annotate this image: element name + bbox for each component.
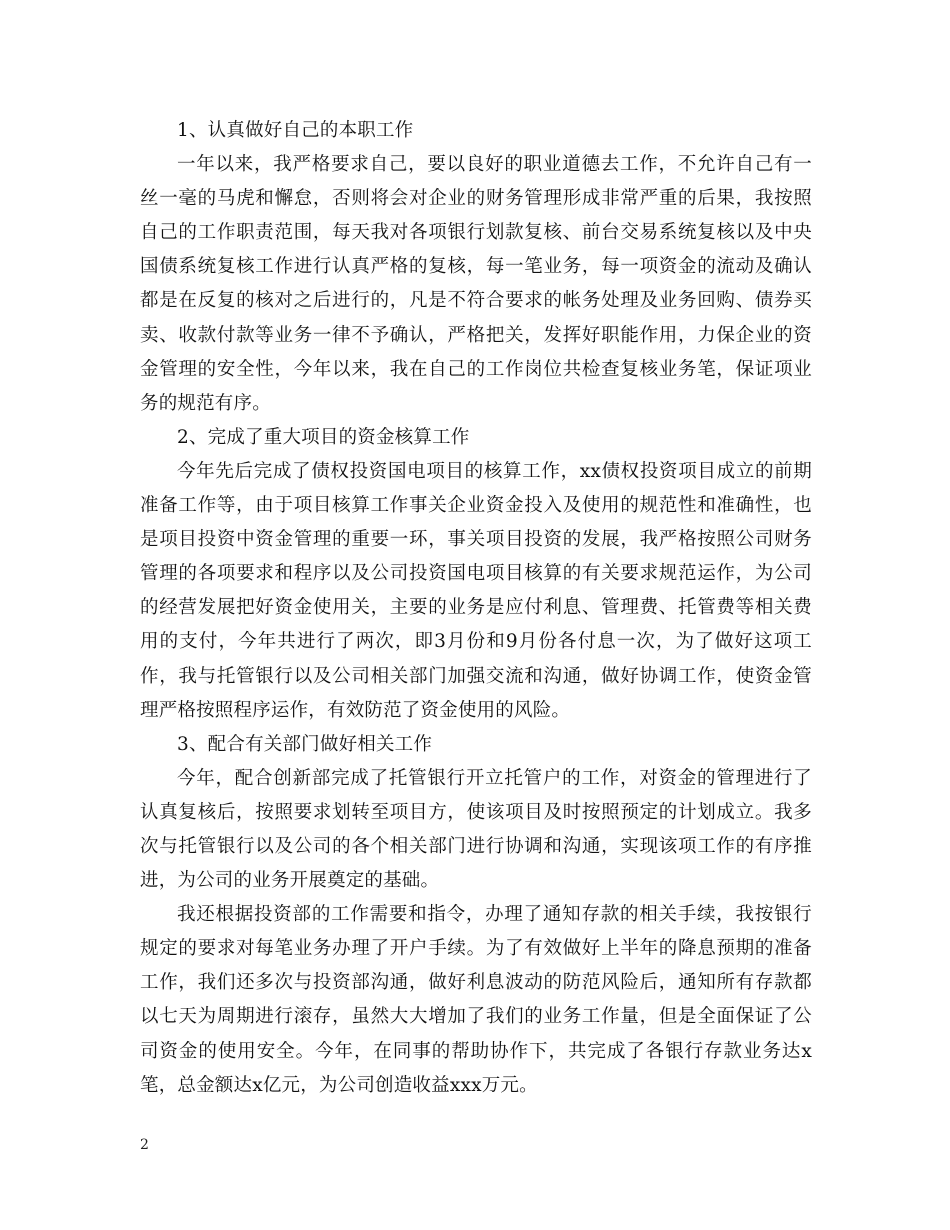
paragraph-3: 今年，配合创新部完成了托管银行开立托管户的工作，对资金的管理进行了认真复核后，按照要求划转至项目方，使该项目及时按照预定的计划成立。我多次与托管银行以及公司的各个相关部门进行协调和沟通，实现该项工作的有序推进，为公司的业务开展奠定的基础。 xyxy=(140,767,812,892)
page-number: 2 xyxy=(140,1137,149,1153)
paragraph-1: 一年以来，我严格要求自己，要以良好的职业道德去工作，不允许自己有一丝一毫的马虎和懈怠，否则将会对企业的财务管理形成非常严重的后果，我按照自己的工作职责范围，每天我对各项银行划款复核、前台交易系统复核以及中央国债系统复核工作进行认真严格的复核，每一笔业务，每一项资金的流动及确认都是在反复的核对之后进行的，凡是不符合要求的帐务处理及业务回购、债券买卖、收款付款等业务一律不予确认，严格把关，发挥好职能作用，力保企业的资金管理的安全性，今年以来，我在自己的工作岗位共检查复核业务笔，保证项业务的规范有序。 xyxy=(140,154,812,414)
document-body xyxy=(140,114,812,1103)
paragraph-2: 今年先后完成了债权投资国电项目的核算工作，xx债权投资项目成立的前期准备工作等，由于项目核算工作事关企业资金投入及使用的规范性和准确性，也是项目投资中资金管理的重要一环，事关项目投资的发展，我严格按照公司财务管理的各项要求和程序以及公司投资国电项目核算的有关要求规范运作，为公司的经营发展把好资金使用关，主要的业务是应付利息、管理费、托管费等相关费用的支付，今年共进行了两次，即3月份和9月份各付息一次，为了做好这项工作，我与托管银行以及公司相关部门加强交流和沟通，做好协调工作，使资金管理严格按照程序运作，有效防范了资金使用的风险。 xyxy=(140,460,812,721)
section-heading-1: 1、认真做好自己的本职工作 xyxy=(177,120,414,141)
section-heading-2: 2、完成了重大项目的资金核算工作 xyxy=(177,426,470,448)
section-heading-3: 3、配合有关部门做好相关工作 xyxy=(177,733,433,755)
paragraph-4: 我还根据投资部的工作需要和指令，办理了通知存款的相关手续，我按银行规定的要求对每笔业务办理了开户手续。为了有效做好上半年的降息预期的准备工作，我们还多次与投资部沟通，做好利息波动的防范风险后，通知所有存款都以七天为周期进行滚存，虽然大大增加了我们的业务工作量，但是全面保证了公司资金的使用安全。今年，在同事的帮助协作下，共完成了各银行存款业务达x笔，总金额达x亿元，为公司创造收益xxx万元。 xyxy=(140,904,812,1096)
